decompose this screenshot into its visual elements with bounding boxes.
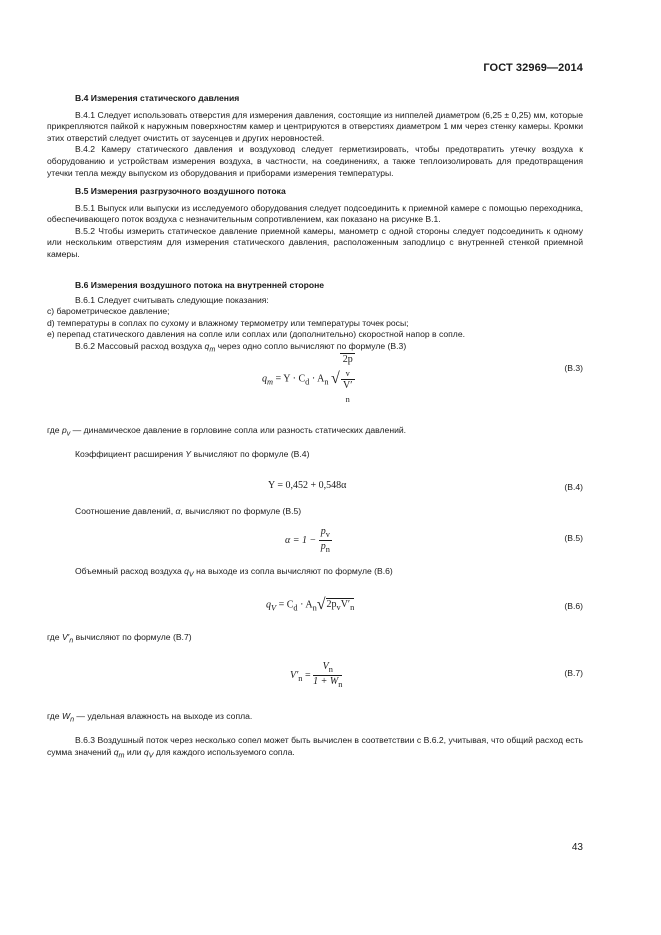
list-item-c: с) барометрическое давление; xyxy=(47,306,170,317)
paragraph-b4-1: В.4.1 Следует использовать отверстия для измерения давления, состоящие из ниппелей диаметром (6,25 ± 0,25) мм, которые прикрепляются пайкой к наружным поверхностям камер и центрируются в отверстиях диаметром 1 мм через стенку камеры. Кромки этих отверстий следует очистить от заусенцев и других неровностей. xyxy=(47,109,583,143)
list-intro: В.6.1 Следует считывать следующие показания: xyxy=(75,294,269,305)
section-b6-title: В.6 Измерения воздушного потока на внутренней стороне xyxy=(75,280,325,290)
section-b5 xyxy=(47,186,583,261)
paragraph-b4-2: В.4.2 Камеру статического давления и воздуховод следует герметизировать, чтобы предотвратить утечку воздуха к оборудованию и устройствам измерения воздуха, в частности, на соединениях, а также теплоизолировать для предотвращения утечки тепла между выпуском из оборудования и приборами измерения температуры. xyxy=(47,144,583,178)
formula-b5-number: (В.5) xyxy=(564,533,583,543)
formula-b3: $q_m = Y \cdot C_d \cdot A_n$ √ 2p $_v$ V′ $_n$ xyxy=(262,354,353,404)
formula-b7-number: (В.7) xyxy=(564,668,583,678)
formula-b6: $q_V = C_d \cdot A_n√2p_vV'_n$ xyxy=(266,596,355,613)
page-number: 43 xyxy=(571,842,583,853)
formula-b4: Y = 0,452 + 0,548α xyxy=(268,480,347,491)
document-code: ГОСТ 32969—2014 xyxy=(483,62,583,74)
paragraph-b5-1: В.5.1 Выпуск или выпуски из исследуемого оборудования следует подсоединить к приемной камере с помощью переходника, обеспечивающего поток воздуха с незначительным сопротивлением, как показано на рисунке В.1. xyxy=(47,202,583,225)
list-item-d: d) температуры в соплах по сухому и влажному термометру или температуры точек росы; xyxy=(47,317,409,328)
section-b4-title: В.4 Измерения статического давления xyxy=(75,93,240,103)
where-pv: где $p_v$ — динамическое давление в горловине сопла или разность статических давлений. xyxy=(47,425,407,438)
where-wn: где $W_n$ — удельная влажность на выходе из сопла. xyxy=(47,711,253,724)
formula-b5: α = 1 − $\frac{p_v}{p_n}$ xyxy=(285,526,330,554)
formula-b3-number: (В.3) xyxy=(564,363,583,373)
section-b6 xyxy=(47,280,583,356)
vol-intro: Объемный расход воздуха $q_V$ на выходе из сопла вычисляют по формуле (В.6) xyxy=(75,566,393,579)
formula-b6-number: (В.6) xyxy=(564,601,583,611)
coef-intro: Коэффициент расширения Y вычисляют по формуле (В.4) xyxy=(75,449,310,459)
ratio-intro: Соотношение давлений, α, вычисляют по формуле (В.5) xyxy=(75,506,302,516)
formula-b4-number: (В.4) xyxy=(564,482,583,492)
paragraph-b5-2: В.5.2 Чтобы измерить статическое давление приемной камеры, манометр с одной стороны следует подсоединить к одному или нескольким отверстиям для измерения статического давления, расположенным заподлицо с внутренней стенкой приемной камеры. xyxy=(47,225,583,259)
list-item-e: е) перепад статического давления на сопле или соплах или (дополнительно) скоростной напор в сопле. xyxy=(47,329,465,340)
paragraph-b6-3: В.6.3 Воздушный поток через несколько сопел может быть вычислен в соответствии с В.6.2, учитывая, что общий расход есть сумма значений $q_m$ или $q_V$ для каждого используемого сопла. xyxy=(47,735,583,760)
where-vn: где $V'_n$ вычисляют по формуле (В.7) xyxy=(47,632,192,645)
paragraph-b6-2: В.6.2 Массовый расход воздуха $q_m$ через одно сопло вычисляют по формуле (В.3) xyxy=(75,340,407,354)
section-b5-title: В.5 Измерения разгрузочного воздушного потока xyxy=(75,186,286,196)
formula-b7: $V'_n$ = $\frac{V_n}{1 + W_n}$ xyxy=(290,661,343,689)
section-b4 xyxy=(47,93,583,179)
